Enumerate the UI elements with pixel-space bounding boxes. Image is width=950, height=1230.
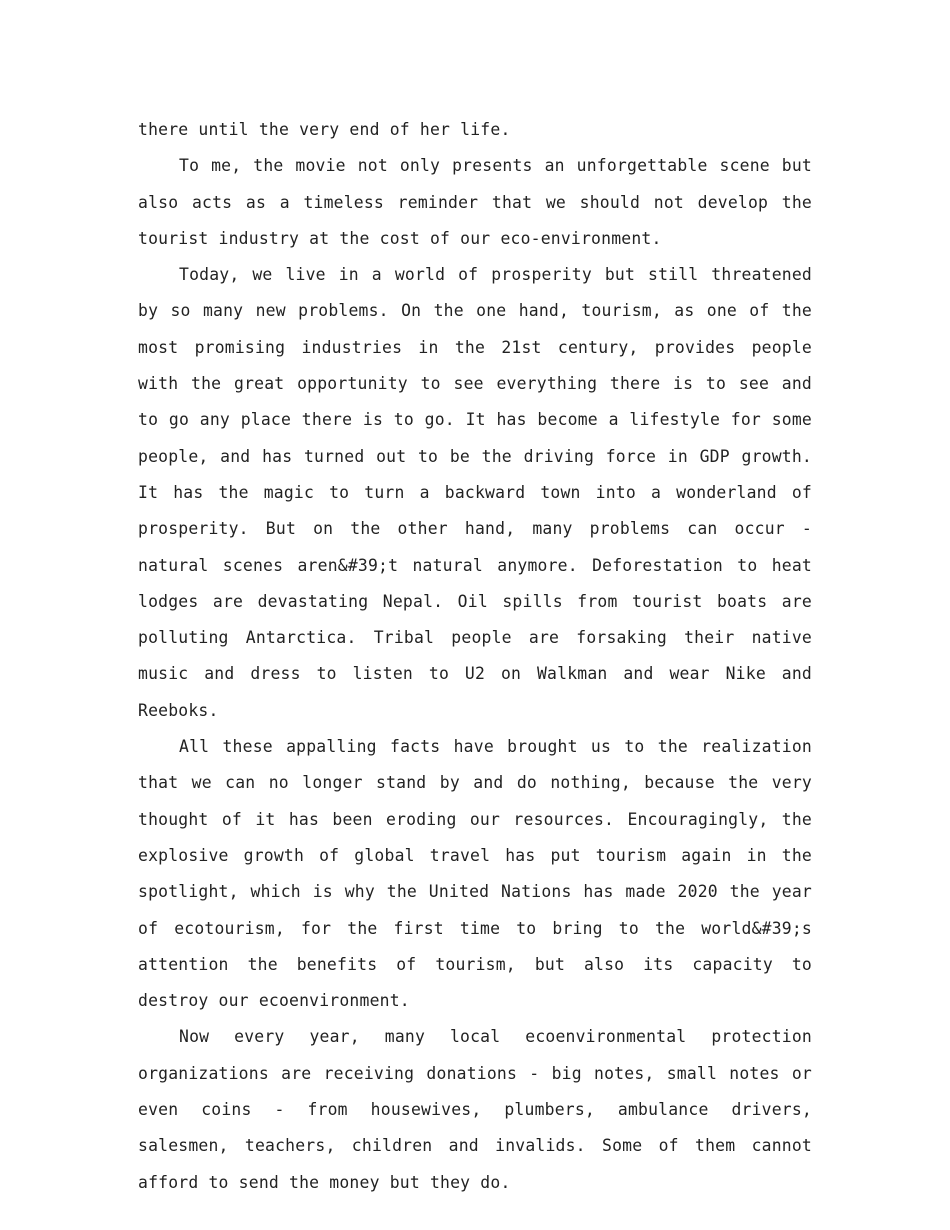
body-text	[138, 112, 812, 1201]
paragraph-ecotourism-year: All these appalling facts have brought us to the realization that we can no longer stand by and do nothing, because the very thought of it has been eroding our resources. Encouragingly, the explosive growth of global travel has put tourism again in the spotlight, which is why the United Nations has made 2020 the year of ecotourism, for the first time to bring to the world&#39;s attention the benefits of tourism, but also its capacity to destroy our ecoenvironment.	[138, 737, 812, 1011]
paragraph-movie-reminder: To me, the movie not only presents an unforgettable scene but also acts as a timeless reminder that we should not develop the tourist industry at the cost of our eco-environment.	[138, 156, 812, 248]
paragraph-tourism-problems: Today, we live in a world of prosperity but still threatened by so many new problems. On the one hand, tourism, as one of the most promising industries in the 21st century, provides people with the great opportunity to see everything there is to see and to go any place there is to go. It has become a lifestyle for some people, and has turned out to be the driving force in GDP growth. It has the magic to turn a backward town into a wonderland of prosperity. But on the other hand, many problems can occur - natural scenes aren&#39;t natural anymore. Deforestation to heat lodges are devastating Nepal. Oil spills from tourist boats are polluting Antarctica. Tribal people are forsaking their native music and dress to listen to U2 on Walkman and wear Nike and Reeboks.	[138, 265, 812, 720]
paragraph-continuation: there until the very end of her life.	[138, 120, 511, 139]
paragraph-donations: Now every year, many local ecoenvironmental protection organizations are receiving donations - big notes, small notes or even coins - from housewives, plumbers, ambulance drivers, salesmen, teachers, children and invalids. Some of them cannot afford to send the money but they do.	[138, 1027, 812, 1192]
